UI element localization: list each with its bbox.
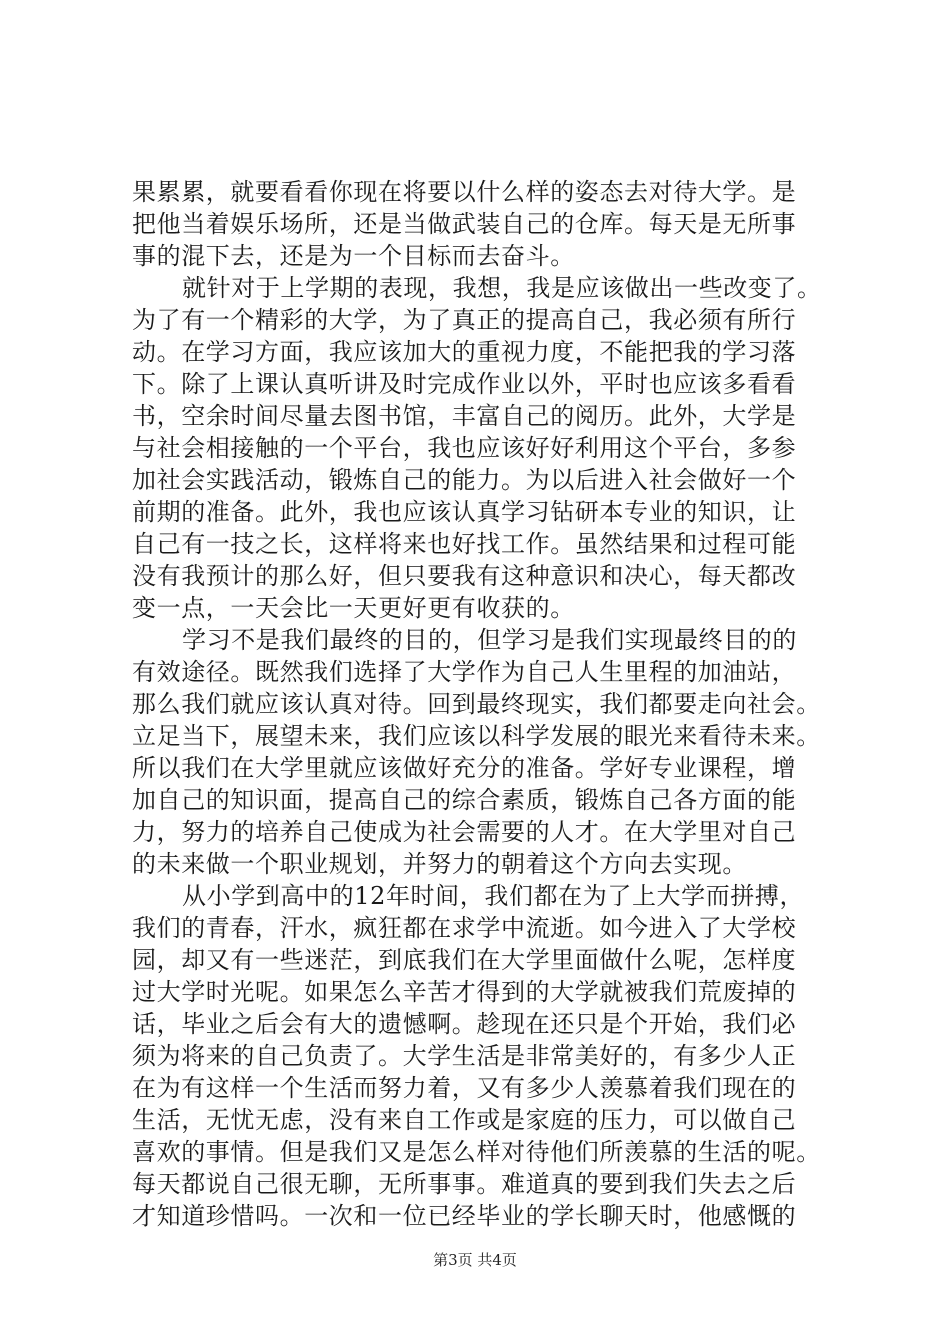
text-line: 喜欢的事情。但是我们又是怎么样对待他们所羡慕的生活的呢。 <box>132 1138 821 1166</box>
text-line: 与社会相接触的一个平台，我也应该好好利用这个平台，多参 <box>132 434 797 462</box>
text-line: 立足当下，展望未来，我们应该以科学发展的眼光来看待未来。 <box>132 722 821 750</box>
text-line: 没有我预计的那么好，但只要我有这种意识和决心，每天都改 <box>132 562 797 590</box>
page-footer: 第3页 共4页 <box>433 1251 517 1269</box>
text-line: 事的混下去，还是为一个目标而去奋斗。 <box>132 242 575 270</box>
text-line: 在为有这样一个生活而努力着，又有多少人羡慕着我们现在的 <box>132 1074 797 1102</box>
text-line: 变一点，一天会比一天更好更有收获的。 <box>132 594 575 622</box>
document-body <box>132 176 832 1232</box>
text-line: 自己有一技之长，这样将来也好找工作。虽然结果和过程可能 <box>132 530 797 558</box>
text-line: 为了有一个精彩的大学，为了真正的提高自己，我必须有所行 <box>132 306 797 334</box>
text-line: 园，却又有一些迷茫，到底我们在大学里面做什么呢，怎样度 <box>132 946 797 974</box>
text-line: 所以我们在大学里就应该做好充分的准备。学好专业课程，增 <box>132 754 797 782</box>
text-line: 前期的准备。此外，我也应该认真学习钻研本专业的知识，让 <box>132 498 797 526</box>
text-line: 下。除了上课认真听讲及时完成作业以外，平时也应该多看看 <box>132 370 797 398</box>
text-line: 就针对于上学期的表现，我想，我是应该做出一些改变了。 <box>182 274 822 302</box>
text-line: 话，毕业之后会有大的遗憾啊。趁现在还只是个开始，我们必 <box>132 1010 797 1038</box>
text-line: 学习不是我们最终的目的，但学习是我们实现最终目的的 <box>182 626 797 654</box>
text-line: 书，空余时间尽量去图书馆，丰富自己的阅历。此外，大学是 <box>132 402 797 430</box>
text-line: 把他当着娱乐场所，还是当做武装自己的仓库。每天是无所事 <box>132 210 797 238</box>
text-line: 那么我们就应该认真对待。回到最终现实，我们都要走向社会。 <box>132 690 821 718</box>
text-line: 加自己的知识面，提高自己的综合素质，锻炼自己各方面的能 <box>132 786 797 814</box>
text-line: 加社会实践活动，锻炼自己的能力。为以后进入社会做好一个 <box>132 466 797 494</box>
text-line: 果累累，就要看看你现在将要以什么样的姿态去对待大学。是 <box>132 178 797 206</box>
text-line: 的未来做一个职业规划，并努力的朝着这个方向去实现。 <box>132 850 747 878</box>
text-line: 过大学时光呢。如果怎么辛苦才得到的大学就被我们荒废掉的 <box>132 978 797 1006</box>
text-line: 有效途径。既然我们选择了大学作为自己人生里程的加油站， <box>132 658 797 686</box>
text-line: 每天都说自己很无聊，无所事事。难道真的要到我们失去之后 <box>132 1170 797 1198</box>
text-line: 才知道珍惜吗。一次和一位已经毕业的学长聊天时，他感慨的 <box>132 1202 797 1230</box>
text-line: 我们的青春，汗水，疯狂都在求学中流逝。如今进入了大学校 <box>132 914 797 942</box>
text-line: 从小学到高中的12年时间，我们都在为了上大学而拼搏， <box>182 882 805 910</box>
text-line: 生活，无忧无虑，没有来自工作或是家庭的压力，可以做自己 <box>132 1106 797 1134</box>
text-line: 须为将来的自己负责了。大学生活是非常美好的，有多少人正 <box>132 1042 797 1070</box>
text-line: 力，努力的培养自己使成为社会需要的人才。在大学里对自己 <box>132 818 797 846</box>
text-line: 动。在学习方面，我应该加大的重视力度，不能把我的学习落 <box>132 338 797 366</box>
